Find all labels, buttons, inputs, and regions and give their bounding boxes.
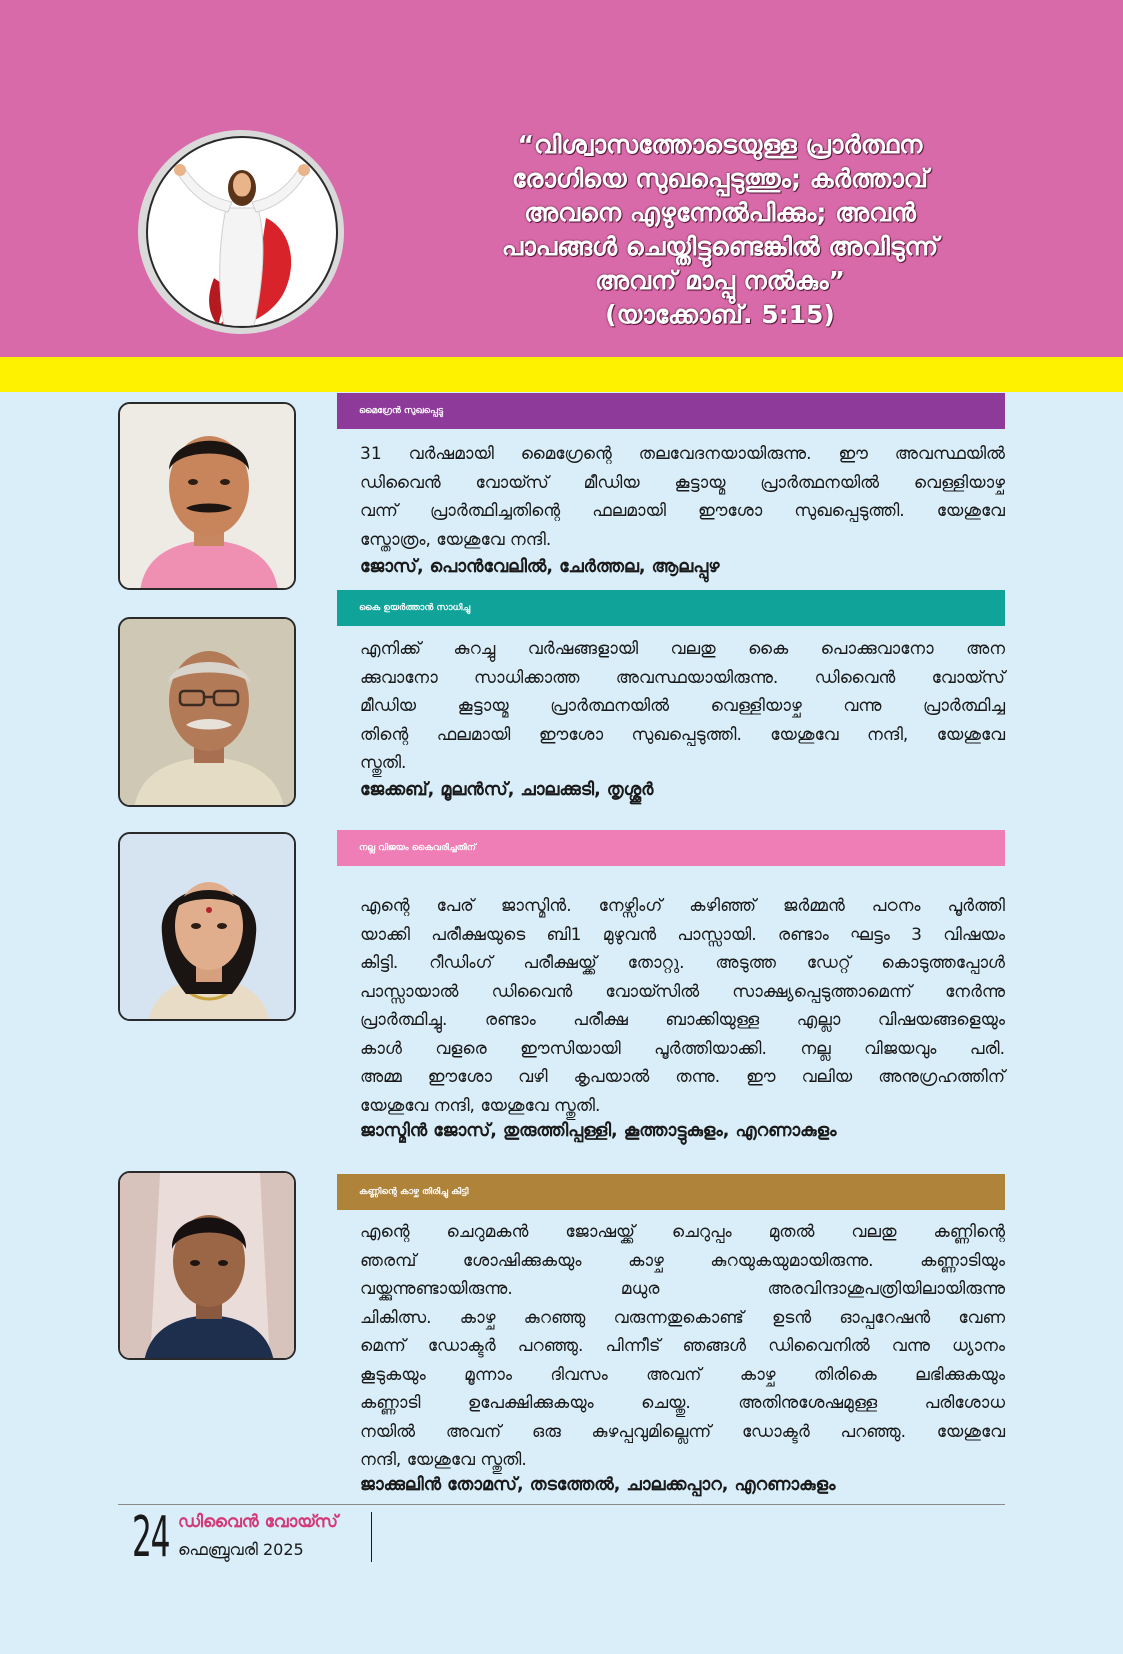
body-line: ക്കുവാനോ സാധിക്കാത്ത അവസ്ഥയായിരുന്നു. ഡിവൈൻ വോയ്സ് bbox=[360, 667, 1005, 688]
testimony-body-4 bbox=[360, 1218, 1005, 1475]
testimony-title-2: കൈ ഉയർത്താൻ സാധിച്ചു bbox=[337, 590, 1005, 626]
body-line: ചികിത്സ. കാഴ്ച കുറഞ്ഞു വരുന്നതുകൊണ്ട് ഉടൻ ഓപ്പറേഷൻ വേണ bbox=[360, 1307, 1005, 1328]
testimony-author-2: ജേക്കബ്, മൂലൻസ്, ചാലക്കുടി, തൃശ്ശൂർ bbox=[360, 780, 654, 800]
body-line: മെന്ന് ഡോക്ടർ പറഞ്ഞു. പിന്നീട് ഞങ്ങൾ ഡിവൈനിൽ വന്നു ധ്യാനം bbox=[360, 1336, 1005, 1356]
body-line: ഞരമ്പ് ശോഷിക്കുകയും കാഴ്ച കുറയുകയുമായിരുന്നു. കണ്ണാടിയും bbox=[360, 1250, 1005, 1271]
body-line: നന്ദി, യേശുവേ സ്തുതി. bbox=[360, 1450, 527, 1470]
testimony-photo-4 bbox=[118, 1171, 296, 1360]
body-line: പാസ്സായാൽ ഡിവൈൻ വോയ്സിൽ സാക്ഷ്യപ്പെടുത്താമെന്ന് നേർന്നു bbox=[360, 981, 1005, 1002]
header-image-frame bbox=[138, 130, 344, 334]
quote-reference: (യാക്കോബ്. 5:15) bbox=[605, 300, 835, 329]
testimony-author-1: ജോസ്, പൊൻവേലിൽ, ചേർത്തല, ആലപ്പുഴ bbox=[360, 557, 720, 577]
body-line: കിട്ടി. റീഡിംഗ് പരീക്ഷയ്ക്ക് തോറ്റു. അടുത്ത ഡേറ്റ് കൊടുത്തപ്പോൾ bbox=[360, 953, 1005, 973]
body-line: തിന്റെ ഫലമായി ഈശോ സുഖപ്പെടുത്തി. യേശുവേ നന്ദി, യേശുവേ bbox=[360, 724, 1005, 745]
quote-line: “വിശ്വാസത്തോടെയുള്ള പ്രാർത്ഥന bbox=[517, 130, 923, 159]
issue-date: ഫെബ്രുവരി 2025 bbox=[178, 1540, 304, 1559]
magazine-name: ഡിവൈൻ വോയ്സ് bbox=[178, 1512, 338, 1532]
risen-jesus-icon bbox=[146, 136, 338, 328]
quote-line: രോഗിയെ സുഖപ്പെടുത്തും; കർത്താവ് bbox=[512, 164, 928, 193]
testimony-author-3: ജാസ്മിൻ ജോസ്, തുരുത്തിപ്പള്ളി, കൂത്താട്ടുകുളം, എറണാകുളം bbox=[360, 1121, 837, 1141]
testimony-photo-3 bbox=[118, 832, 296, 1021]
body-line: മീഡിയ കൂട്ടായ്മ പ്രാർത്ഥനയിൽ വെള്ളിയാഴ്ച വന്നു പ്രാർത്ഥിച്ച bbox=[360, 696, 1005, 716]
body-line: യാക്കി പരീക്ഷയുടെ ബി1 മുഴുവൻ പാസ്സായി. രണ്ടാം ഘട്ടം 3 വിഷയം bbox=[360, 924, 1005, 945]
body-line: കാൾ വളരെ ഈസിയായി പൂർത്തിയാക്കി. നല്ല വിജയവും പരി. bbox=[360, 1038, 1005, 1059]
testimony-photo-1 bbox=[118, 402, 296, 590]
testimony-body-2 bbox=[360, 635, 1005, 778]
header-yellow-band bbox=[0, 357, 1123, 392]
body-line: കൂടുകയും മൂന്നാം ദിവസം അവന് കാഴ്ച തിരികെ ലഭിക്കുകയും bbox=[360, 1364, 1005, 1385]
quote-line: അവനെ എഴുന്നേൽപിക്കും; അവൻ bbox=[524, 198, 916, 227]
scripture-quote bbox=[360, 128, 1080, 332]
body-line: എന്റെ ചെറുമകൻ ജോഷയ്ക്ക് ചെറുപ്പം മുതൽ വലതു കണ്ണിന്റെ bbox=[360, 1222, 1005, 1242]
body-line: അമ്മ ഈശോ വഴി കൃപയാൽ തന്നു. ഈ വലിയ അനുഗ്രഹത്തിന് bbox=[360, 1067, 1005, 1087]
body-line: കണ്ണാടി ഉപേക്ഷിക്കുകയും ചെയ്തു. അതിനുശേഷമുള്ള പരിശോധ bbox=[360, 1393, 1005, 1413]
testimony-title-3: നല്ല വിജയം കൈവരിച്ചതിന് bbox=[337, 830, 1005, 866]
testimony-photo-2 bbox=[118, 617, 296, 807]
body-line: വയ്ക്കുന്നുണ്ടായിരുന്നു. മധുര അരവിന്ദാശുപത്രിയിലായിരുന്നു bbox=[360, 1279, 1005, 1299]
testimony-title-1: മൈഗ്രേൻ സുഖപ്പെട്ടു bbox=[337, 393, 1005, 429]
body-line: സ്തുതി. bbox=[360, 753, 407, 773]
body-line: വന്ന് പ്രാർത്ഥിച്ചതിന്റെ ഫലമായി ഈശോ സുഖപ്പെടുത്തി. യേശുവേ bbox=[360, 501, 1005, 521]
body-line: യേശുവേ നന്ദി, യേശുവേ സ്തുതി. bbox=[360, 1095, 601, 1116]
body-line: എനിക്ക് കുറച്ചു വർഷങ്ങളായി വലതു കൈ പൊക്കുവാനോ അന bbox=[360, 639, 1005, 659]
body-line: ഡിവൈൻ വോയ്സ് മീഡിയ കൂട്ടായ്മ പ്രാർത്ഥനയിൽ വെള്ളിയാഴ്ച bbox=[360, 472, 1005, 493]
body-line: നയിൽ അവന് ഒരു കുഴപ്പവുമില്ലെന്ന് ഡോക്ടർ പറഞ്ഞു. യേശുവേ bbox=[360, 1421, 1005, 1442]
quote-line: പാപങ്ങൾ ചെയ്തിട്ടുണ്ടെങ്കിൽ അവിടുന്ന് bbox=[501, 232, 939, 261]
body-line: എന്റെ പേര് ജാസ്മിൻ. നേഴ്സിംഗ് കഴിഞ്ഞ് ജർമ്മൻ പഠനം പൂർത്തി bbox=[360, 896, 1005, 916]
testimony-body-1 bbox=[360, 440, 1005, 554]
testimony-title-4: കണ്ണിന്റെ കാഴ്ച തിരിച്ചു കിട്ടി bbox=[337, 1174, 1005, 1210]
body-line: 31 വർഷമായി മൈഗ്രേന്റെ തലവേദനയായിരുന്നു. ഈ അവസ്ഥയിൽ bbox=[360, 444, 1005, 464]
footer-rule bbox=[118, 1504, 1005, 1505]
page-number: 24 bbox=[132, 1505, 170, 1570]
footer-divider bbox=[371, 1512, 372, 1562]
body-line: സ്തോത്രം, യേശുവേ നന്ദി. bbox=[360, 529, 552, 550]
testimony-author-4: ജാക്കുലിൻ തോമസ്, തടത്തേൽ, ചാലക്കപ്പാറ, എറണാകുളം bbox=[360, 1475, 836, 1495]
quote-line: അവന് മാപ്പു നൽകും” bbox=[595, 266, 845, 295]
testimony-body-3 bbox=[360, 892, 1005, 1120]
body-line: പ്രാർത്ഥിച്ചു. രണ്ടാം പരീക്ഷ ബാക്കിയുള്ള എല്ലാ വിഷയങ്ങളെയും bbox=[360, 1010, 1005, 1030]
